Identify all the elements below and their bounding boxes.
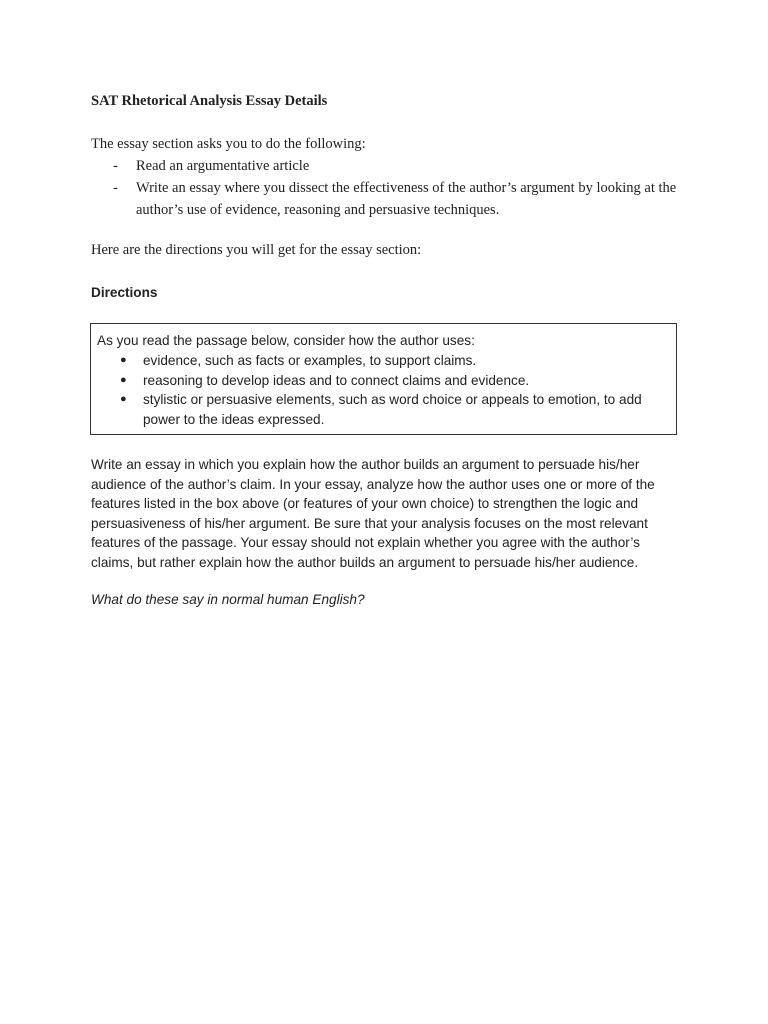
task-text: Read an argumentative article [136,158,310,174]
box-lead-text: As you read the passage below, consider how the author uses: [97,333,475,348]
dash-marker: - [113,158,118,174]
box-list-item [97,371,670,391]
task-text: Write an essay where you dissect the effectiveness of the author’s argument by looking at the author’s use of evidence, reasoning and persuasive techniques. [136,180,677,218]
dash-marker: - [113,180,118,196]
box-item-text: evidence, such as facts or examples, to support claims. [143,353,477,368]
box-list-item [97,351,670,371]
intro-text: The essay section asks you to do the following: [91,136,366,152]
bullet-icon: ● [120,354,127,366]
box-list-item [97,390,670,429]
box-bullet-list [97,351,670,429]
box-item-text: reasoning to develop ideas and to connect claims and evidence. [143,372,530,388]
bullet-icon: ● [120,373,127,386]
directions-heading: Directions [91,285,158,300]
bullet-icon: ● [120,393,127,405]
task-item [91,155,691,177]
directions-box [90,323,677,435]
document-title: SAT Rhetorical Analysis Essay Details [91,93,328,109]
task-item [91,177,691,221]
essay-instructions: Write an essay in which you explain how the author builds an argument to persuade his/her audience of the author’s claim. In your essay, analyze how the author uses one or more of the features listed in the box above (or features of your own choice) to strengthen the logic and persuasiveness of his/her argument. Be sure that your analysis focuses on the most relevant features of the passage. Your essay should not explain whether you agree with the author’s claims, but rather explain how the author builds an argument to persuade his/her audience. [91,457,655,570]
task-list [91,155,691,221]
directions-lead-text: Here are the directions you will get for the essay section: [91,242,422,258]
box-item-text: stylistic or persuasive elements, such as word choice or appeals to emotion, to add power to the ideas expressed. [143,392,642,427]
question-text: What do these say in normal human English? [91,592,365,607]
